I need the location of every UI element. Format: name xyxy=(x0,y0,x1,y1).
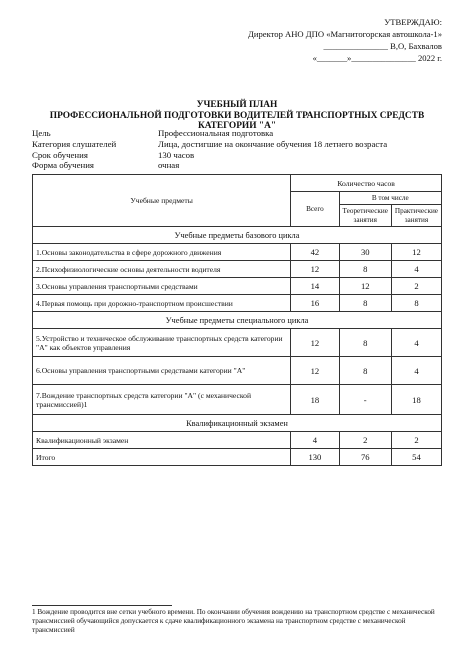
hours-theory: 8 xyxy=(339,295,391,312)
hours-total: 12 xyxy=(291,357,339,385)
meta-key: Цель xyxy=(32,128,51,138)
meta-value: 130 часов xyxy=(158,149,195,160)
header-practice: Практические занятия xyxy=(391,205,441,227)
hours-practice: 12 xyxy=(391,244,441,261)
table-row xyxy=(33,278,442,295)
title-line-1: УЧЕБНЫЙ ПЛАН xyxy=(196,100,278,110)
hours-practice: 4 xyxy=(391,329,441,357)
hours-theory: 8 xyxy=(339,357,391,385)
header-subjects: Учебные предметы xyxy=(33,175,291,227)
section-title: Учебные предметы базового цикла xyxy=(33,227,442,244)
hours-practice: 18 xyxy=(391,385,441,415)
title-line-3: КАТЕГОРИИ "А" xyxy=(197,121,277,131)
hours-total: 42 xyxy=(291,244,339,261)
total-label: Итого xyxy=(33,449,291,466)
approval-block xyxy=(248,16,442,64)
meta-row xyxy=(32,128,387,139)
hours-practice: 2 xyxy=(391,278,441,295)
table-row xyxy=(33,295,442,312)
meta-key: Форма обучения xyxy=(32,160,94,171)
meta-row xyxy=(32,160,387,171)
header-including: В том числе xyxy=(339,192,441,205)
table-row xyxy=(33,432,442,449)
hours-theory: - xyxy=(339,385,391,415)
section-row xyxy=(33,227,442,244)
hours-practice: 4 xyxy=(391,261,441,278)
meta-value: Профессиональная подготовка xyxy=(158,128,274,138)
hours-total: 130 xyxy=(291,449,339,466)
footnote-divider xyxy=(32,605,172,606)
hours-total: 14 xyxy=(291,278,339,295)
meta-key: Категория слушателей xyxy=(32,138,117,149)
meta-row xyxy=(32,150,387,161)
hours-total: 12 xyxy=(291,329,339,357)
header-hours: Количество часов xyxy=(291,175,442,192)
hours-total: 16 xyxy=(291,295,339,312)
section-row xyxy=(33,415,442,432)
header-theory: Теоретические занятия xyxy=(339,205,391,227)
approval-date: «_______»_______________ 2022 г. xyxy=(312,53,442,63)
table-row xyxy=(33,357,442,385)
table-row xyxy=(33,244,442,261)
subject-name: 3.Основы управления транспортными средствами xyxy=(33,278,291,295)
subject-name: 6.Основы управления транспортными средствами категории "А" xyxy=(33,357,291,385)
meta-value: Лица, достигшие на окончание обучения 18 летнего возраста xyxy=(158,138,388,149)
hours-practice: 8 xyxy=(391,295,441,312)
plan-meta xyxy=(32,128,387,171)
hours-practice: 4 xyxy=(391,357,441,385)
subject-name: 4.Первая помощь при дорожно-транспортном происшествии xyxy=(33,295,291,312)
hours-total: 18 xyxy=(291,385,339,415)
meta-row xyxy=(32,139,387,150)
hours-practice: 2 xyxy=(391,432,441,449)
section-row xyxy=(33,312,442,329)
hours-total: 4 xyxy=(291,432,339,449)
subject-name: 5.Устройство и техническое обслуживание транспортных средств категории "А" как объектов управления xyxy=(33,329,291,357)
curriculum-table xyxy=(32,174,442,466)
approval-director: Директор АНО ДПО «Магнитогорская автошкола-1» xyxy=(248,29,442,39)
header-total: Всего xyxy=(291,192,339,227)
approval-heading: УТВЕРЖДАЮ: xyxy=(384,17,442,27)
hours-theory: 30 xyxy=(339,244,391,261)
meta-key: Срок обучения xyxy=(32,149,88,160)
hours-total: 12 xyxy=(291,261,339,278)
approval-signature: _______________ В,О, Бахвалов xyxy=(323,41,442,51)
footnote: 1 Вождение проводится вне сетки учебного времени. По окончании обучения вождению на транспортном средстве с механической трансмиссией обучающийся допускается к сдаче квалификационного экзамена на транспортном средстве с механической трансмиссией xyxy=(32,608,435,635)
table-row xyxy=(33,261,442,278)
hours-theory: 76 xyxy=(339,449,391,466)
subject-name: 2.Психофизиологические основы деятельности водителя xyxy=(33,261,291,278)
total-row xyxy=(33,449,442,466)
subject-name: 1.Основы законодательства в сфере дорожного движения xyxy=(33,244,291,261)
section-title: Квалификационный экзамен xyxy=(33,415,442,432)
table-row xyxy=(33,329,442,357)
document-title xyxy=(0,100,474,132)
title-line-2: ПРОФЕССИОНАЛЬНОЙ ПОДГОТОВКИ ВОДИТЕЛЕЙ ТРАНСПОРТНЫХ СРЕДСТВ xyxy=(49,110,425,121)
subject-name: 7.Вождение транспортных средств категории "А" (с механической трансмиссией)1 xyxy=(33,385,291,415)
hours-practice: 54 xyxy=(391,449,441,466)
hours-theory: 12 xyxy=(339,278,391,295)
hours-theory: 8 xyxy=(339,329,391,357)
meta-value: очная xyxy=(158,160,180,171)
hours-theory: 2 xyxy=(339,432,391,449)
hours-theory: 8 xyxy=(339,261,391,278)
table-row xyxy=(33,385,442,415)
subject-name: Квалификационный экзамен xyxy=(33,432,291,449)
section-title: Учебные предметы специального цикла xyxy=(33,312,442,329)
